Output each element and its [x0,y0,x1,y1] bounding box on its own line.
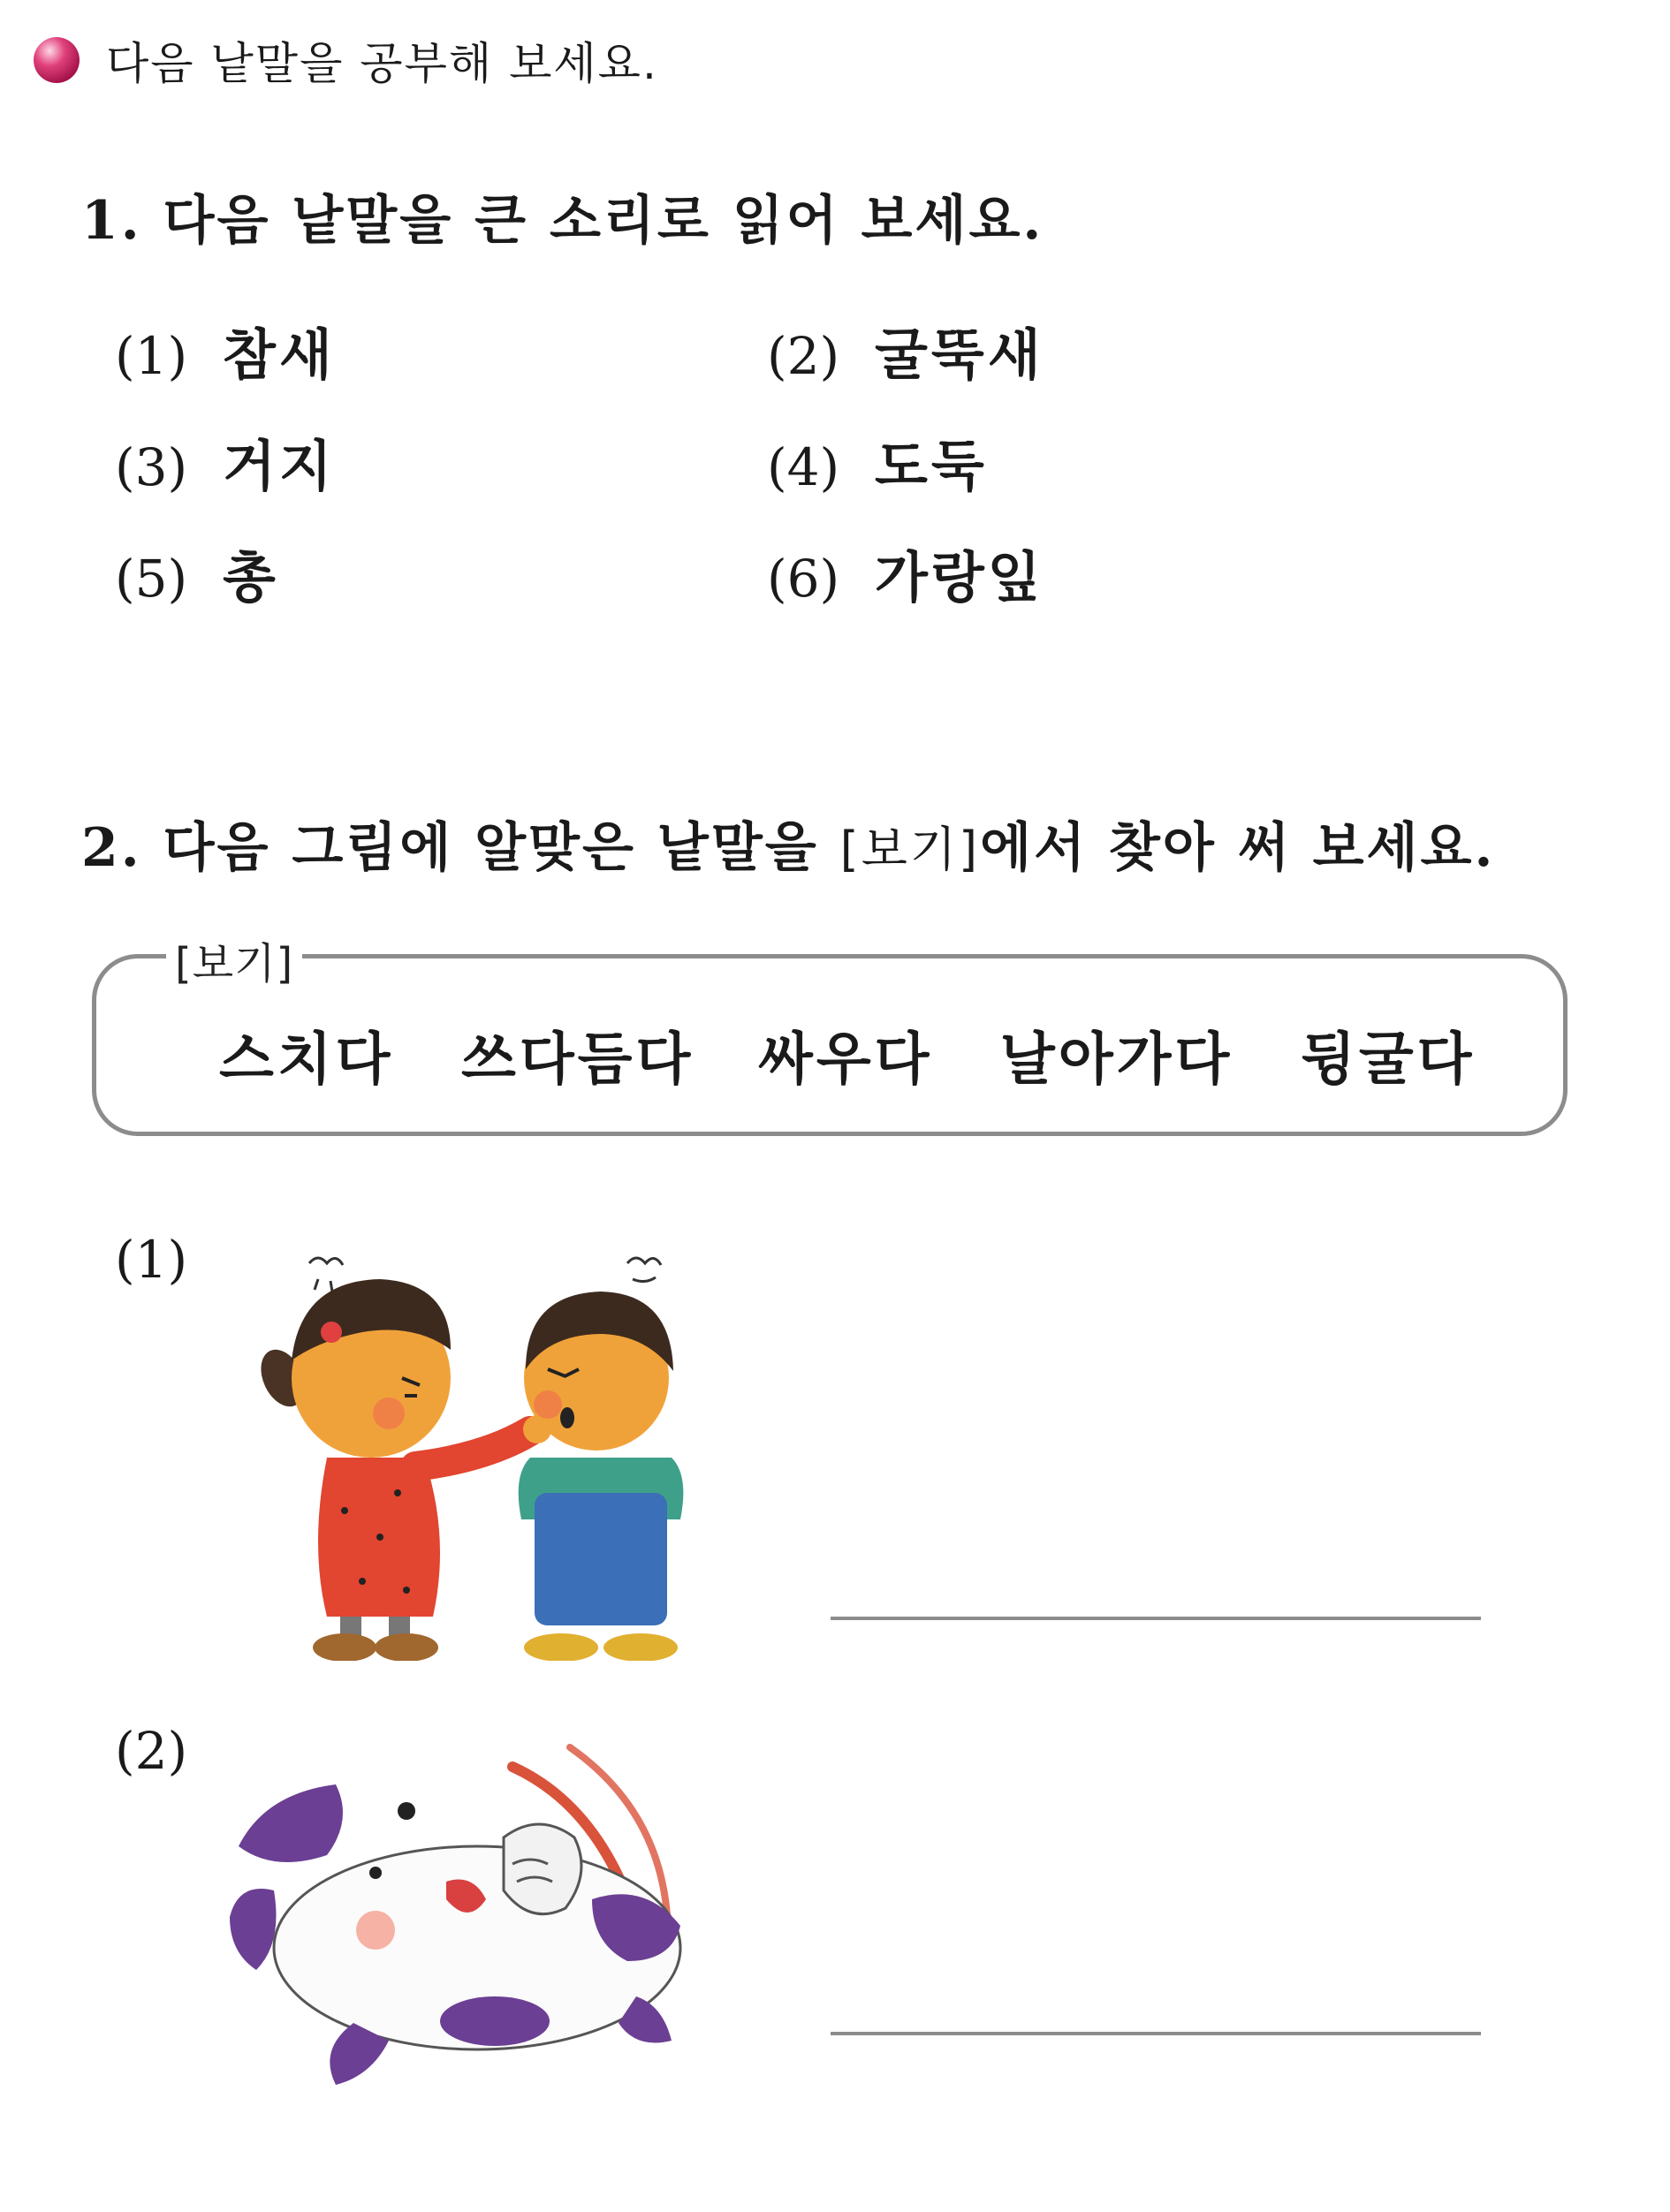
item-number: (6) [767,549,840,609]
word-item-5 [115,534,279,612]
item-word: 굴뚝새 [875,322,1044,387]
instruction-text: 다음 낱말을 공부해 보세요. [106,38,658,89]
picture-2-number: (2) [115,1721,188,1781]
bullet-icon [34,37,80,83]
word-item-2 [767,311,1044,390]
word-bank-word: 쓰다듬다 [461,1026,695,1093]
word-bank-word: 뒹굴다 [1301,1026,1476,1093]
item-word: 가랑잎 [875,545,1044,610]
word-item-3 [115,422,336,501]
item-number: (2) [767,326,840,386]
item-number: (4) [767,437,840,497]
word-item-4 [767,422,988,501]
item-number: (1) [115,326,188,386]
item-word: 참새 [223,322,336,387]
item-word: 거지 [223,434,336,498]
picture-1-number: (1) [115,1230,188,1290]
answer-line-2[interactable] [831,2032,1481,2035]
word-bank-word: 스치다 [219,1026,394,1093]
item-number: (5) [115,549,188,609]
instruction-header [34,34,658,87]
question-2-title [81,806,1495,882]
children-arguing-illustration [256,1246,689,1661]
question-2-title-main: 2. 다음 그림에 알맞은 낱말을 [81,817,840,879]
item-word: 총 [223,545,279,610]
word-bank-word: 싸우다 [758,1026,933,1093]
item-number: (3) [115,437,188,497]
word-bank-label: [보기] [166,929,302,990]
word-bank-word: 날아가다 [1000,1026,1234,1093]
question-2-title-bracket: [보기] [839,822,981,877]
question-2-title-end: 에서 찾아 써 보세요. [980,817,1496,879]
word-item-6 [767,534,1044,612]
item-word: 도둑 [875,434,988,498]
dog-rolling-illustration [221,1740,725,2094]
answer-line-1[interactable] [831,1617,1481,1620]
question-1-title: 1. 다음 낱말을 큰 소리로 읽어 보세요. [81,190,1044,252]
word-item-1 [115,311,336,390]
